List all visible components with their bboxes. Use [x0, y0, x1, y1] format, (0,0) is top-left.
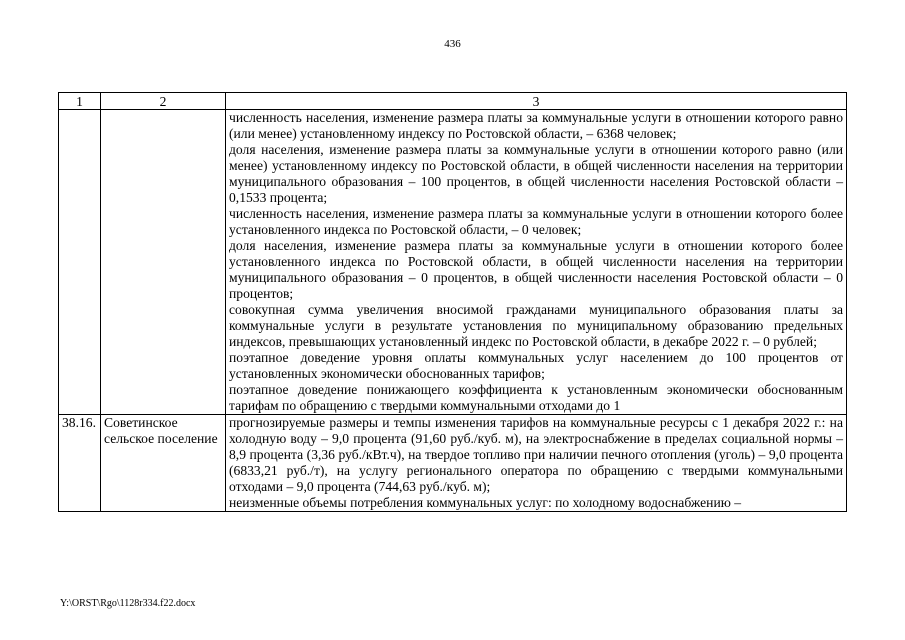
document-table — [58, 92, 847, 512]
paragraph: численность населения, изменение размера платы за коммунальные услуги в отношении которого более установленного индекса по Ростовской области, – 0 человек; — [229, 206, 843, 237]
row-content-cell — [226, 415, 847, 512]
paragraph: поэтапное доведение уровня оплаты коммунальных услуг населением до 100 процентов от установленных экономически обоснованных тарифов; — [229, 350, 843, 381]
table-row-continuation — [59, 110, 847, 415]
row-content-cell — [226, 110, 847, 415]
row-name-cell — [101, 110, 226, 415]
paragraph: совокупная сумма увеличения вносимой гражданами муниципального образования платы за коммунальные услуги в результате установления по муниципальному образованию предельных индексов, превышающих установленный индекс по Ростовской области, в декабре 2022 г. – 0 рублей; — [229, 302, 843, 349]
row-number-cell: 38.16. — [59, 415, 101, 512]
row-name-cell: Советинское сельское поселение — [101, 415, 226, 512]
header-col-3: 3 — [226, 93, 847, 110]
paragraph: доля населения, изменение размера платы за коммунальные услуги в отношении которого более установленного индекса по Ростовской области, в общей численности населения на территории муниципального образования – 0 процентов, в общей численности населения Ростовской области – 0 процентов; — [229, 238, 843, 301]
header-col-1: 1 — [59, 93, 101, 110]
table-row-3816 — [59, 415, 847, 512]
paragraph: прогнозируемые размеры и темпы изменения тарифов на коммунальные ресурсы с 1 декабря 2022 г.: на холодную воду – 9,0 процента (91,60 руб./куб. м), на электроснабжение в пределах социальной нормы – 8,9 процента (3,36 руб./кВт.ч), на твердое топливо при наличии печного отопления (уголь) – 9,0 процента (6833,21 руб./т), на услугу регионального оператора по обращению с твердыми коммунальными отходами – 9,0 процента (744,63 руб./куб. м); — [229, 415, 843, 494]
paragraph: поэтапное доведение понижающего коэффициента к установленным экономически обоснованным тарифам по обращению с твердыми коммунальными отходами до 1 — [229, 382, 843, 413]
table-header-row — [59, 93, 847, 110]
row-number-cell — [59, 110, 101, 415]
header-col-2: 2 — [101, 93, 226, 110]
paragraph: неизменные объемы потребления коммунальных услуг: по холодному водоснабжению – — [229, 495, 742, 510]
page-number: 436 — [444, 38, 461, 50]
footer-file-path: Y:\ORST\Rgo\1128r334.f22.docx — [60, 598, 196, 609]
paragraph: доля населения, изменение размера платы за коммунальные услуги в отношении которого равно (или менее) установленному индексу по Ростовской области, в общей численности населения на территории муниципального образования – 100 процентов, в общей численности населения Ростовской области – 0,1533 процента; — [229, 142, 843, 205]
paragraph: численность населения, изменение размера платы за коммунальные услуги в отношении которого равно (или менее) установленному индексу по Ростовской области, – 6368 человек; — [229, 110, 843, 141]
